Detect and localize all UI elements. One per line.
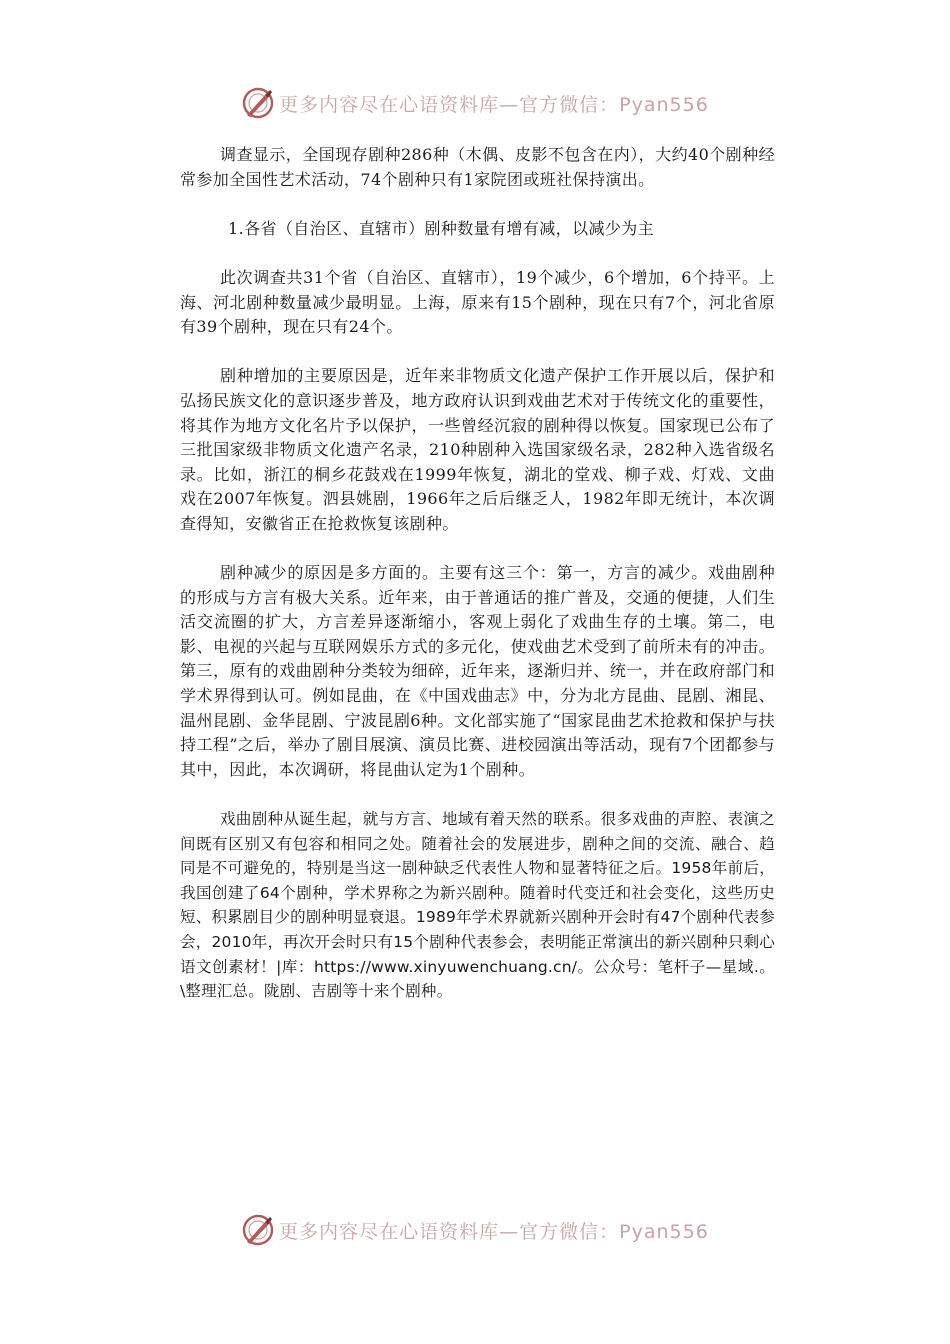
paragraph-increase-reasons: 剧种增加的主要原因是，近年来非物质文化遗产保护工作开展以后，保护和弘扬民族文化的意识逐步普及，地方政府认识到戏曲艺术对于传统文化的重要性，将其作为地方文化名片予以保护，一些曾经沉寂的剧种得以恢复。国家现已公布了三批国家级非物质文化遗产名录，210种剧种入选国家级名录，282种入选省级名录。比如，浙江的桐乡花鼓戏在1999年恢复，湖北的堂戏、柳子戏、灯戏、文曲戏在2007年恢复。泗县姚剧，1966年之后后继乏人，1982年即无统计，本次调查得知，安徽省正在抢救恢复该剧种。 [180,366,775,533]
document-body [180,143,775,1028]
watermark-text: 更多内容尽在心语资料库—官方微信：Pyan556 [279,1220,709,1243]
paragraph-province-statistics: 此次调查共31个省（自治区、直辖市），19个减少，6个增加，6个持平。上海、河北剧种数量减少最明显。上海，原来有15个剧种，现在只有7个，河北省原有39个剧种，现在只有24个。 [180,267,775,337]
pen-logo-icon [241,86,275,120]
header-watermark-banner [0,83,950,123]
paragraph-dialect-connection: 戏曲剧种从诞生起，就与方言、地域有着天然的联系。很多戏曲的声腔、表演之间既有区别又有包容和相同之处。随着社会的发展进步，剧种之间的交流、融合、趋同是不可避免的，特别是当这一剧种缺乏代表性人物和显著特征之后。1958年前后，我国创建了64个剧种，学术界称之为新兴剧种。随着时代变迁和社会变化，这些历史短、积累剧目少的剧种明显衰退。1989年学术界就新兴剧种开会时有47个剧种代表参会，2010年，再次开会时只有15个剧种代表参会，表明能正常演出的新兴剧种只剩心语文创素材！|库：https://www.xinyuwenchuang.cn/。公众号：笔杆子—星域.。\整理汇总。陇剧、吉剧等十来个剧种。 [180,810,775,1001]
paragraph-survey-summary: 调查显示，全国现存剧种286种（木偶、皮影不包含在内），大约40个剧种经常参加全国性艺术活动，74个剧种只有1家院团或班社保持演出。 [180,145,775,189]
pen-logo-icon [241,1213,275,1247]
watermark-text: 更多内容尽在心语资料库—官方微信：Pyan556 [279,93,709,116]
footer-watermark-banner [0,1210,950,1250]
section-heading: 1.各省（自治区、直辖市）剧种数量有增有减，以减少为主 [228,218,655,238]
paragraph-decrease-reasons: 剧种减少的原因是多方面的。主要有这三个：第一，方言的减少。戏曲剧种的形成与方言有极大关系。近年来，由于普通话的推广普及，交通的便捷，人们生活交流圈的扩大，方言差异逐渐缩小，客观上弱化了戏曲生存的土壤。第二，电影、电视的兴起与互联网娱乐方式的多元化，使戏曲艺术受到了前所未有的冲击。第三，原有的戏曲剧种分类较为细碎，近年来，逐渐归并、统一，并在政府部门和学术界得到认可。例如昆曲，在《中国戏曲志》中，分为北方昆曲、昆剧、湘昆、温州昆剧、金华昆剧、宁波昆剧6种。文化部实施了“国家昆曲艺术抢救和保护与扶持工程”之后，举办了剧目展演、演员比赛、进校园演出等活动，现有7个团都参与其中，因此，本次调研，将昆曲认定为1个剧种。 [180,563,775,779]
